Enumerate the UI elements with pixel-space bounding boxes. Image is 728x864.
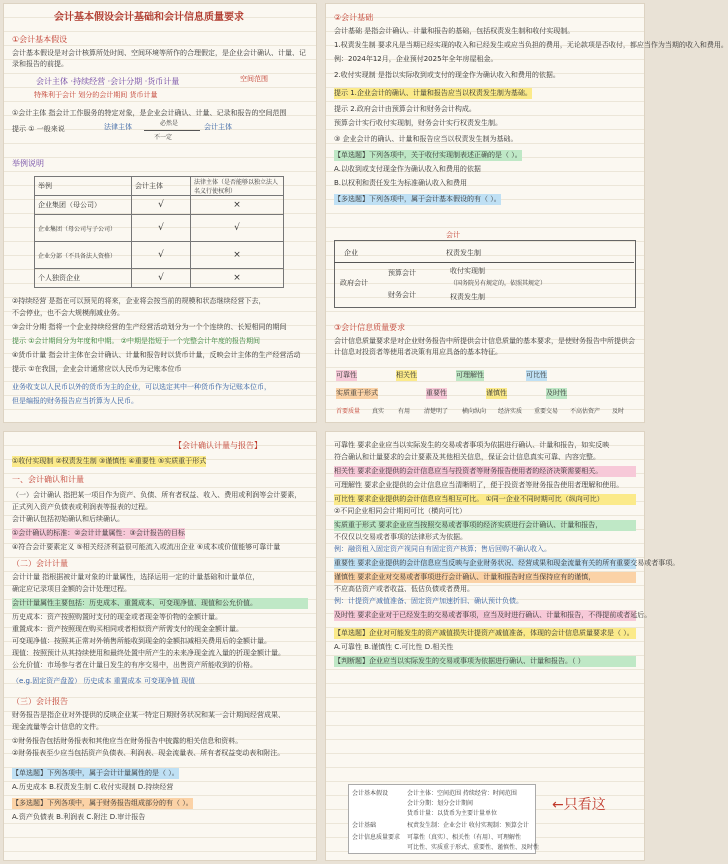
- paragraph: 符合确认和计量要求的会计要素及其他相关信息，保证会计信息真实可靠、内容完整。: [334, 453, 600, 461]
- quality-item: 谨慎性: [486, 389, 507, 397]
- page-title: 会计基本假设会计基础和会计信息质量要求: [54, 12, 244, 23]
- table-cell: √: [132, 269, 191, 288]
- table-header-row: [35, 177, 284, 196]
- hint: 提示 ① 一般来说: [12, 125, 65, 133]
- table-cell: ×: [191, 269, 284, 288]
- diagram-label: 财务会计: [388, 291, 416, 299]
- paragraph: 实质重于形式 要求企业应当按照交易或者事项的经济实质进行会计确认、计量和报告，: [334, 520, 636, 531]
- option: B.以权利和责任发生为标准确认收入和费用: [334, 179, 468, 187]
- basis-diagram: [334, 240, 636, 308]
- question: 【单选题】企业对可能发生的资产减值损失计提资产减值准备，体现的会计信息质量要求是（ ）。: [334, 628, 636, 639]
- diagram-label: （国务院另有规定的，依照其规定）: [450, 280, 547, 287]
- paragraph: ②财务报表至少应当包括资产负债表、利润表、现金流量表、所有者权益变动表和附注。: [12, 749, 285, 757]
- paragraph: 现值：按照预计从其持续使用和最终处置中所产生的未来净现金流入量的折现金额计量。: [12, 649, 285, 657]
- option: A.历史成本 B.权责发生制 C.收付实现制 D.持续经营: [12, 783, 174, 791]
- paragraph: 会计计量 指根据被计量对象的计量属性，选择运用一定的计量基础和计量单位，: [12, 573, 260, 581]
- summary-key: 会计基础: [352, 822, 377, 829]
- paragraph: 会计基础 是指会计确认、计量和报告的基础，包括权责发生制和收付实现制。: [334, 27, 575, 35]
- table-header: 会计主体: [132, 177, 191, 196]
- annotation: 特殊利于会计 划分的会计期间 货币计量: [34, 91, 158, 99]
- summary-value: 货币计量：以货币为主要计量单位: [407, 810, 498, 817]
- quality-note: 有用: [398, 408, 411, 415]
- paragraph: 重要性 要求企业提供的会计信息应当反映与企业财务状况、经营成果和现金流量有关的所有重要交易或者事项。: [334, 559, 680, 567]
- paragraph: 会计信息质量要求是对企业财务报告中所提供会计信息质量的基本要求，是使财务报告中所提供会计信息对投资者等使用者决策有用应具备的基本特征。: [334, 337, 635, 356]
- paragraph: 不会停业，也不会大规模削减业务。: [12, 309, 124, 317]
- keyword-strip: ①收付实现制 ②权责发生制 ③谨慎性 ④重要性 ⑤实质重于形式: [12, 457, 207, 465]
- note-page-bottom-right: [326, 432, 680, 860]
- section-heading: ①会计基本假设: [12, 35, 68, 44]
- entity-table: [34, 176, 284, 288]
- option: A.可靠性 B.谨慎性 C.可比性 D.相关性: [334, 643, 454, 651]
- diagram-label: 权责发生制: [446, 249, 481, 257]
- table-row: [35, 269, 284, 288]
- paragraph: ④符合会计要素定义 ⑤相关经济利益很可能流入或流出企业 ⑥成本或价值能够可靠计量: [12, 543, 281, 551]
- subheading: （三）会计报告: [12, 697, 68, 706]
- sticker-note: ←只看这: [552, 797, 606, 813]
- quality-note: 及时: [612, 408, 625, 415]
- annotation: 空间范围: [240, 75, 268, 83]
- question: 【单选题】下列各项中，关于收付实现制表述正确的是（ ）。: [334, 151, 522, 159]
- paragraph: ①会计主体 指会计工作服务的特定对象，是企业会计确认、计量、记录和报告的空间范围: [12, 109, 287, 117]
- table-row: [35, 242, 284, 269]
- paragraph: 重置成本：资产按照现在购买相同或者相似资产所需支付的现金金额计量。: [12, 625, 243, 633]
- table-cell: 企业分部（不具备法人资格）: [35, 242, 132, 269]
- diagram-label: 企业: [344, 249, 358, 257]
- paragraph: 不仅仅以交易或者事项的法律形式为依据。: [334, 533, 467, 541]
- paragraph: ②不同企业相同会计期间可比（横向可比）: [334, 507, 467, 515]
- summary-value: 可比性、实质重于形式、重要性、谨慎性、及时性: [407, 844, 540, 851]
- quality-item: 可比性: [526, 371, 547, 379]
- quality-item: 重要性: [426, 389, 447, 397]
- label-accounting-entity: 会计主体: [204, 123, 232, 131]
- quality-note: 真实: [372, 408, 385, 415]
- question: 【单选题】下列各项中，属于会计计量属性的是（ ）。: [12, 769, 179, 777]
- paragraph: ③ 企业会计的确认、计量和报告应当以权责发生制为基础。: [334, 135, 518, 143]
- paragraph: 会计基本假设是对会计核算所处时间、空间环境等所作的合理假定，是企业会计确认、计量、记录和报告的前提。: [12, 49, 306, 68]
- quality-note: 经济实质: [498, 408, 523, 415]
- table-header: 举例: [35, 177, 132, 196]
- paragraph: （一）会计确认 指把某一项目作为资产、负债、所有者权益、收入、费用或利润等会计要素，: [12, 491, 302, 499]
- note-page-top-right: [326, 4, 728, 422]
- summary-value: 会计分期：划分会计期间: [407, 800, 474, 807]
- quality-note: 横向纵向: [462, 408, 487, 415]
- paragraph: 历史成本：资产按照购置时支付的现金或者现金等价物的金额计量。: [12, 613, 222, 621]
- subheading: 一、会计确认和计量: [12, 475, 84, 484]
- table-row: [35, 196, 284, 215]
- paragraph: 会计确认包括初始确认和后续确认。: [12, 515, 124, 523]
- paragraph: 1.权责发生制 要求凡是当期已经实现的收入和已经发生或应当负担的费用，无论款项是否收付，都应当作为当期的收入和费用。: [334, 41, 728, 49]
- diagram-label: 政府会计: [340, 279, 368, 287]
- paragraph: ④货币计量 指会计主体在会计确认、计量和报告时以货币计量，反映会计主体的生产经营活动: [12, 351, 301, 359]
- summary-key: 会计基本假设: [352, 790, 389, 797]
- paragraph: 可变现净值：按照其正常对外销售所能收到现金的金额扣减相关费用后的金额计量。: [12, 637, 271, 645]
- hint: 提示 2.政府会计由预算会计和财务会计构成。: [334, 105, 476, 113]
- paragraph: 可比性 要求企业提供的会计信息应当相互可比。 ①同一企业不同时期可比（纵向可比）: [334, 494, 636, 505]
- note-page-bottom-left: [4, 432, 316, 860]
- diagram-label: 会计: [446, 231, 460, 239]
- hint: 提示 1.企业会计的确认、计量和报告应当以权责发生制为基础。: [334, 89, 532, 97]
- example: 例：2024年12月，企业预付2025年全年房屋租金。: [334, 55, 498, 63]
- quality-note: 重要交易: [534, 408, 559, 415]
- quality-note: 首要质量: [336, 408, 361, 415]
- highlight: 会计计量属性主要包括：历史成本、重置成本、可变现净值、现值和公允价值。: [12, 598, 308, 609]
- assumptions-list: 会计主体 ·持续经营 ·会计分期 ·货币计量: [36, 77, 180, 86]
- paragraph: 相关性 要求企业提供的会计信息应当与投资者等财务报告使用者的经济决策需要相关。: [334, 466, 636, 477]
- summary-card: [348, 784, 540, 854]
- summary-value: 会计主体：空间范围 持续经营：时间范围: [407, 790, 517, 797]
- summary-value: 权责发生制：企业会计 收付实现制：预算会计: [407, 822, 529, 829]
- note: 业务收支以人民币以外的货币为主的企业，可以选定其中一种货币作为记账本位币，: [12, 383, 271, 391]
- paragraph: ①财务报告包括财务报表和其他应当在财务报告中披露的相关信息和资料。: [12, 737, 243, 745]
- summary-key: 会计信息质量要求: [352, 834, 401, 841]
- label-legal-entity: 法律主体: [104, 123, 132, 131]
- quality-note: 不高估资产: [570, 408, 601, 415]
- question: 【多选题】下列各项中，属于财务报告组成部分的有（ ）。: [12, 799, 193, 807]
- table-cell: 个人独资企业: [35, 269, 132, 288]
- paragraph: ②持续经营 是指在可以预见的将来，企业将会按当前的规模和状态继续经营下去，: [12, 297, 266, 305]
- arrow-label: 不一定: [154, 134, 173, 141]
- quality-item: 相关性: [396, 371, 417, 379]
- paragraph: ③会计分期 指将一个企业持续经营的生产经营活动划分为一个个连续的、长短相同的期间: [12, 323, 287, 331]
- table-row: [35, 215, 284, 242]
- subheading: （二）会计计量: [12, 559, 68, 568]
- section-heading: 【会计确认计量与报告】: [174, 441, 262, 450]
- example: 例：融资租入固定资产视同自有固定资产核算；售后回购不确认收入。: [334, 545, 551, 553]
- paragraph: 预算会计实行收付实现制，财务会计实行权责发生制。: [334, 119, 502, 127]
- paragraph: 正式列入资产负债表或利润表等报表的过程。: [12, 503, 152, 511]
- summary-value: 可靠性（真实）、相关性（有用）、可理解性: [407, 834, 522, 841]
- paragraph: 2.收付实现制 是指以实际收到或支付的现金作为确认收入和费用的依据。: [334, 71, 560, 79]
- note: 但是编报的财务报告应当折算为人民币。: [12, 397, 138, 405]
- note-page-top-left: [4, 4, 316, 422]
- paragraph: 现金流量等会计信息的文件。: [12, 723, 103, 731]
- table-cell: √: [132, 196, 191, 215]
- section-heading: ③会计信息质量要求: [334, 323, 406, 332]
- quality-item: 及时性: [546, 389, 567, 397]
- section-heading: ②会计基础: [334, 13, 374, 22]
- table-cell: √: [132, 215, 191, 242]
- hint: 提示 ①会计期间分为年度和中期。 ②中期是指短于一个完整会计年度的报告期间: [12, 337, 260, 345]
- table-cell: 企业集团（母公司）: [35, 196, 132, 215]
- paragraph: 谨慎性 要求企业对交易或者事项进行会计确认、计量和报告时应当保持应有的谨慎，: [334, 572, 636, 583]
- option: A.以收到或支付现金作为确认收入和费用的依据: [334, 165, 481, 173]
- note: （e.g.固定资产盘盈） 历史成本 重置成本 可变现净值 现值: [12, 677, 196, 685]
- table-header: 法律主体（是否能够以独立法人名义行使权利）: [191, 177, 284, 196]
- arrow-line: [144, 130, 200, 131]
- quality-item: 实质重于形式: [336, 389, 378, 397]
- paragraph: 财务报告是指企业对外提供的反映企业某一特定日期财务状况和某一会计期间经营成果、: [12, 711, 285, 719]
- highlight: ①会计确认的标准：②会计计量属性：③会计报告的目标: [12, 529, 185, 537]
- diagram-label: 预算会计: [388, 269, 416, 277]
- table-cell: ×: [191, 196, 284, 215]
- paragraph: 公允价值：市场参与者在计量日发生的有序交易中，出售资产所能收到的价格。: [12, 661, 257, 669]
- paragraph: 及时性 要求企业对于已经发生的交易或者事项，应当及时进行确认、计量和报告，不得提前或者延后。: [334, 611, 652, 619]
- question: 【多选题】下列各项中，属于会计基本假设的有（ ）。: [334, 195, 501, 203]
- question: 【判断题】企业应当以实际发生的交易或事项为依据进行确认、计量和报告。（ ）: [334, 656, 636, 667]
- table-cell: ×: [191, 242, 284, 269]
- table-cell: 企业集团（母公司与子公司）: [35, 215, 132, 242]
- divider: [334, 262, 634, 263]
- quality-note: 清楚明了: [424, 408, 449, 415]
- paragraph: 不应高估资产或者收益、低估负债或者费用。: [334, 585, 474, 593]
- quality-item: 可靠性: [336, 371, 357, 379]
- hint: 提示 ①在我国，企业会计通常应以人民币为记账本位币: [12, 365, 182, 373]
- subheading: 举例说明: [12, 159, 44, 168]
- paragraph: 确定应记录项目金额的会计处理过程。: [12, 585, 131, 593]
- paragraph: 可靠性 要求企业应当以实际发生的交易或者事项为依据进行确认、计量和报告，如实反映: [334, 441, 610, 449]
- table-cell: √: [132, 242, 191, 269]
- paragraph: 可理解性 要求企业提供的会计信息应当清晰明了，便于投资者等财务报告使用者理解和使用。: [334, 481, 624, 489]
- example: 例：计提资产减值准备、固定资产加速折旧、确认预计负债。: [334, 597, 523, 605]
- diagram-label: 收付实现制: [450, 267, 485, 275]
- quality-item: 可理解性: [456, 371, 484, 379]
- option: A.资产负债表 B.利润表 C.附注 D.审计报告: [12, 813, 146, 821]
- diagram-label: 权责发生制: [450, 293, 485, 301]
- table-cell: √: [191, 215, 284, 242]
- arrow-label: 必然是: [160, 120, 179, 127]
